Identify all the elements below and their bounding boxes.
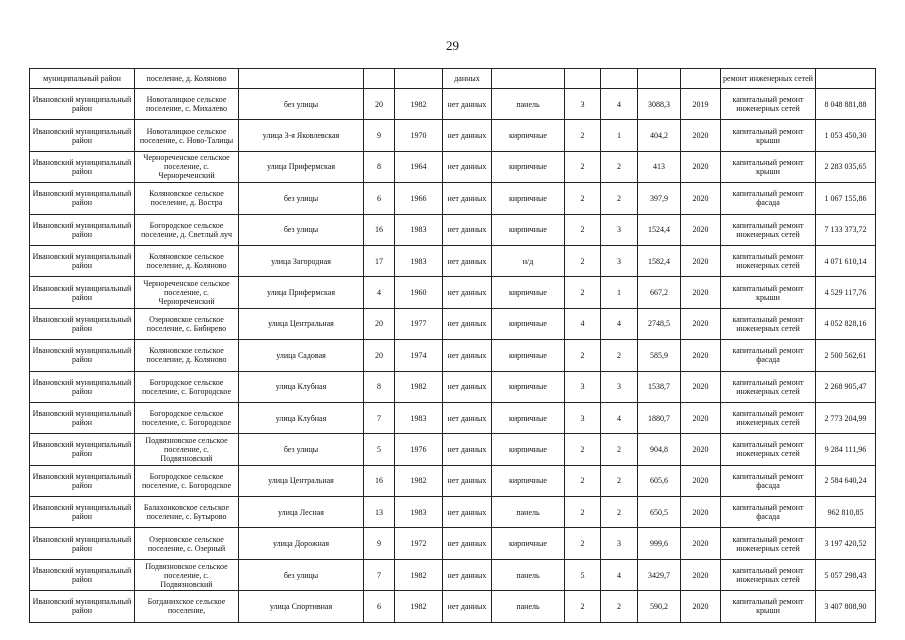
cell-district: Ивановский муниципальный район — [30, 151, 135, 182]
cell-floors: 2 — [565, 465, 601, 496]
cell-house-number: 6 — [364, 183, 395, 214]
cell-settlement: Богородское сельское поселение, с. Богородское — [135, 465, 239, 496]
cell-area: 667,2 — [638, 277, 681, 308]
cell-district: Ивановский муниципальный район — [30, 371, 135, 402]
cell-work-type: капитальный ремонт инженерных сетей — [721, 434, 816, 465]
cell-area: 3429,7 — [638, 559, 681, 590]
cell-work-type: капитальный ремонт фасада — [721, 465, 816, 496]
cell-street: улица Спортивная — [239, 591, 364, 622]
cell-floors: 2 — [565, 340, 601, 371]
cell-year-commissioned: нет данных — [443, 340, 492, 371]
cell-year-built: 1983 — [395, 245, 443, 276]
cell-area: 1582,4 — [638, 245, 681, 276]
cell-floors: 2 — [565, 183, 601, 214]
table-row — [30, 371, 876, 402]
cell-settlement: Богородское сельское поселение, с. Богородское — [135, 402, 239, 433]
cell-settlement: Коляновское сельское поселение, д. Коляново — [135, 245, 239, 276]
cell-house-number: 13 — [364, 497, 395, 528]
cell-entrances: 3 — [601, 214, 638, 245]
cell-wall-material: кирпичные — [492, 402, 565, 433]
cell-cost: 2 268 905,47 — [816, 371, 876, 402]
cell-work-type: капитальный ремонт инженерных сетей — [721, 308, 816, 339]
cell-street: улица Центральная — [239, 465, 364, 496]
cell-settlement: Чернореченское сельское поселение, с. Чернореченский — [135, 151, 239, 182]
table-row — [30, 120, 876, 151]
cell-wall-material: кирпичные — [492, 465, 565, 496]
cell-year: 2020 — [681, 151, 721, 182]
cell-area: 1524,4 — [638, 214, 681, 245]
cell-year-commissioned: нет данных — [443, 89, 492, 120]
cell-settlement: Озерновское сельское поселение, с. Бибирево — [135, 308, 239, 339]
cell-area: 2748,5 — [638, 308, 681, 339]
cell-work-type: капитальный ремонт инженерных сетей — [721, 559, 816, 590]
cell-area: 585,9 — [638, 340, 681, 371]
cell-entrances: 1 — [601, 120, 638, 151]
cell-entrances: 2 — [601, 340, 638, 371]
cell-district: Ивановский муниципальный район — [30, 308, 135, 339]
cell-cost — [816, 69, 876, 89]
cell-wall-material: кирпичные — [492, 528, 565, 559]
cell-year-built: 1983 — [395, 214, 443, 245]
cell-house-number: 4 — [364, 277, 395, 308]
cell-entrances: 3 — [601, 245, 638, 276]
cell-year: 2020 — [681, 402, 721, 433]
table-row — [30, 245, 876, 276]
cell-house-number — [364, 69, 395, 89]
cell-cost: 962 810,85 — [816, 497, 876, 528]
table-row — [30, 277, 876, 308]
cell-work-type: капитальный ремонт инженерных сетей — [721, 245, 816, 276]
cell-wall-material: кирпичные — [492, 151, 565, 182]
cell-work-type: капитальный ремонт фасада — [721, 340, 816, 371]
cell-entrances: 2 — [601, 497, 638, 528]
cell-district: Ивановский муниципальный район — [30, 245, 135, 276]
cell-year-built: 1982 — [395, 591, 443, 622]
cell-entrances: 4 — [601, 308, 638, 339]
cell-area: 1880,7 — [638, 402, 681, 433]
cell-year-built: 1974 — [395, 340, 443, 371]
cell-entrances: 2 — [601, 434, 638, 465]
cell-entrances: 3 — [601, 371, 638, 402]
cell-year-commissioned: нет данных — [443, 434, 492, 465]
cell-street: улица Прифермская — [239, 151, 364, 182]
table-body — [30, 69, 876, 623]
cell-work-type: капитальный ремонт крыши — [721, 151, 816, 182]
cell-street: улица Клубная — [239, 402, 364, 433]
cell-house-number: 7 — [364, 402, 395, 433]
cell-entrances: 2 — [601, 465, 638, 496]
cell-cost: 1 053 450,30 — [816, 120, 876, 151]
table-row — [30, 465, 876, 496]
cell-year-commissioned: данных — [443, 69, 492, 89]
cell-cost: 7 133 373,72 — [816, 214, 876, 245]
cell-year-built: 1970 — [395, 120, 443, 151]
cell-settlement: Богородское сельское поселение, д. Светлый луч — [135, 214, 239, 245]
cell-floors: 2 — [565, 434, 601, 465]
cell-wall-material: кирпичные — [492, 214, 565, 245]
cell-district: Ивановский муниципальный район — [30, 183, 135, 214]
cell-house-number: 17 — [364, 245, 395, 276]
cell-year-commissioned: нет данных — [443, 120, 492, 151]
cell-floors: 2 — [565, 591, 601, 622]
cell-year-commissioned: нет данных — [443, 308, 492, 339]
cell-district: Ивановский муниципальный район — [30, 559, 135, 590]
cell-floors — [565, 69, 601, 89]
cell-year: 2020 — [681, 120, 721, 151]
cell-year-commissioned: нет данных — [443, 277, 492, 308]
cell-street: улица Центральная — [239, 308, 364, 339]
cell-year-commissioned: нет данных — [443, 151, 492, 182]
cell-work-type: капитальный ремонт фасада — [721, 183, 816, 214]
cell-work-type: капитальный ремонт инженерных сетей — [721, 402, 816, 433]
cell-work-type: капитальный ремонт инженерных сетей — [721, 214, 816, 245]
cell-wall-material — [492, 69, 565, 89]
cell-house-number: 20 — [364, 340, 395, 371]
cell-year-built: 1972 — [395, 528, 443, 559]
cell-entrances: 2 — [601, 183, 638, 214]
cell-year: 2020 — [681, 591, 721, 622]
cell-cost: 1 067 155,86 — [816, 183, 876, 214]
cell-district: Ивановский муниципальный район — [30, 340, 135, 371]
cell-cost: 9 284 111,96 — [816, 434, 876, 465]
cell-work-type: капитальный ремонт крыши — [721, 277, 816, 308]
cell-entrances: 4 — [601, 559, 638, 590]
cell-entrances: 2 — [601, 591, 638, 622]
table-row — [30, 497, 876, 528]
page-number: 29 — [446, 38, 459, 53]
cell-year-built: 1960 — [395, 277, 443, 308]
cell-street: улица Дорожная — [239, 528, 364, 559]
cell-district: Ивановский муниципальный район — [30, 89, 135, 120]
cell-street: улица Лесная — [239, 497, 364, 528]
cell-street: без улицы — [239, 89, 364, 120]
cell-floors: 2 — [565, 214, 601, 245]
cell-year: 2020 — [681, 528, 721, 559]
cell-cost: 5 057 298,43 — [816, 559, 876, 590]
cell-entrances — [601, 69, 638, 89]
cell-year: 2020 — [681, 497, 721, 528]
cell-area: 605,6 — [638, 465, 681, 496]
cell-street — [239, 69, 364, 89]
table-row — [30, 69, 876, 89]
cell-district: Ивановский муниципальный район — [30, 465, 135, 496]
cell-house-number: 7 — [364, 559, 395, 590]
cell-wall-material: кирпичные — [492, 183, 565, 214]
cell-street: улица Клубная — [239, 371, 364, 402]
cell-house-number: 20 — [364, 89, 395, 120]
cell-floors: 3 — [565, 89, 601, 120]
cell-cost: 2 773 204,99 — [816, 402, 876, 433]
cell-district: Ивановский муниципальный район — [30, 497, 135, 528]
cell-house-number: 6 — [364, 591, 395, 622]
cell-year-commissioned: нет данных — [443, 528, 492, 559]
cell-house-number: 16 — [364, 214, 395, 245]
cell-year-built: 1982 — [395, 89, 443, 120]
cell-cost: 2 584 640,24 — [816, 465, 876, 496]
cell-house-number: 9 — [364, 528, 395, 559]
cell-floors: 2 — [565, 151, 601, 182]
cell-entrances: 4 — [601, 89, 638, 120]
cell-area: 1538,7 — [638, 371, 681, 402]
cell-settlement: Коляновское сельское поселение, д. Востра — [135, 183, 239, 214]
cell-year: 2020 — [681, 465, 721, 496]
cell-year: 2020 — [681, 371, 721, 402]
cell-year-built: 1964 — [395, 151, 443, 182]
cell-cost: 4 071 610,14 — [816, 245, 876, 276]
cell-settlement: Чернореченское сельское поселение, с. Чернореченский — [135, 277, 239, 308]
cell-floors: 2 — [565, 528, 601, 559]
cell-year-commissioned: нет данных — [443, 245, 492, 276]
cell-year: 2020 — [681, 559, 721, 590]
cell-year: 2020 — [681, 340, 721, 371]
cell-floors: 3 — [565, 402, 601, 433]
cell-area: 590,2 — [638, 591, 681, 622]
cell-year-commissioned: нет данных — [443, 559, 492, 590]
cell-floors: 2 — [565, 120, 601, 151]
cell-wall-material: кирпичные — [492, 277, 565, 308]
cell-area: 650,5 — [638, 497, 681, 528]
cell-settlement: Балахонковское сельское поселение, с. Бутырово — [135, 497, 239, 528]
cell-entrances: 3 — [601, 528, 638, 559]
cell-floors: 4 — [565, 308, 601, 339]
cell-year-built: 1983 — [395, 497, 443, 528]
cell-year: 2020 — [681, 277, 721, 308]
cell-wall-material: н/д — [492, 245, 565, 276]
cell-year: 2019 — [681, 89, 721, 120]
cell-work-type: ремонт инженерных сетей — [721, 69, 816, 89]
cell-year-commissioned: нет данных — [443, 214, 492, 245]
repair-program-table — [29, 68, 876, 623]
cell-district: Ивановский муниципальный район — [30, 434, 135, 465]
table-row — [30, 402, 876, 433]
cell-district: Ивановский муниципальный район — [30, 528, 135, 559]
cell-settlement: Подвязновское сельское поселение, с. Подвязновский — [135, 559, 239, 590]
cell-district: Ивановский муниципальный район — [30, 277, 135, 308]
cell-year-built: 1982 — [395, 371, 443, 402]
table-row — [30, 308, 876, 339]
cell-entrances: 4 — [601, 402, 638, 433]
cell-year: 2020 — [681, 434, 721, 465]
cell-house-number: 16 — [364, 465, 395, 496]
cell-settlement: Богданихское сельское поселение, — [135, 591, 239, 622]
cell-year-built: 1976 — [395, 434, 443, 465]
cell-work-type: капитальный ремонт крыши — [721, 591, 816, 622]
table-row — [30, 528, 876, 559]
cell-wall-material: кирпичные — [492, 371, 565, 402]
cell-area: 904,8 — [638, 434, 681, 465]
cell-year-built — [395, 69, 443, 89]
cell-wall-material: панель — [492, 591, 565, 622]
cell-cost: 3 407 808,90 — [816, 591, 876, 622]
cell-district: Ивановский муниципальный район — [30, 214, 135, 245]
cell-cost: 3 197 420,52 — [816, 528, 876, 559]
cell-settlement: Новоталицкое сельское поселение, с. Ново-Талицы — [135, 120, 239, 151]
cell-street: улица 3-я Яковлевская — [239, 120, 364, 151]
cell-work-type: капитальный ремонт инженерных сетей — [721, 371, 816, 402]
cell-settlement: Озерновское сельское поселение, с. Озерный — [135, 528, 239, 559]
cell-floors: 2 — [565, 245, 601, 276]
cell-street: улица Загородная — [239, 245, 364, 276]
cell-floors: 5 — [565, 559, 601, 590]
cell-district: Ивановский муниципальный район — [30, 402, 135, 433]
table-row — [30, 434, 876, 465]
table-row — [30, 340, 876, 371]
cell-entrances: 1 — [601, 277, 638, 308]
cell-year-built: 1966 — [395, 183, 443, 214]
cell-work-type: капитальный ремонт инженерных сетей — [721, 528, 816, 559]
cell-house-number: 9 — [364, 120, 395, 151]
cell-year: 2020 — [681, 308, 721, 339]
cell-house-number: 20 — [364, 308, 395, 339]
table-row — [30, 214, 876, 245]
cell-area: 3088,3 — [638, 89, 681, 120]
cell-settlement: Коляновское сельское поселение, д. Коляново — [135, 340, 239, 371]
table-row — [30, 183, 876, 214]
cell-settlement: Новоталицкое сельское поселение, с. Михалево — [135, 89, 239, 120]
cell-wall-material: кирпичные — [492, 434, 565, 465]
cell-house-number: 8 — [364, 371, 395, 402]
cell-floors: 2 — [565, 497, 601, 528]
table-row — [30, 559, 876, 590]
cell-year-built: 1977 — [395, 308, 443, 339]
cell-house-number: 5 — [364, 434, 395, 465]
cell-wall-material: кирпичные — [492, 120, 565, 151]
cell-area: 404,2 — [638, 120, 681, 151]
cell-cost: 4 052 828,16 — [816, 308, 876, 339]
cell-year-built: 1982 — [395, 559, 443, 590]
cell-street: без улицы — [239, 559, 364, 590]
cell-year-commissioned: нет данных — [443, 371, 492, 402]
cell-year: 2020 — [681, 245, 721, 276]
cell-street: улица Садовая — [239, 340, 364, 371]
cell-year-commissioned: нет данных — [443, 591, 492, 622]
cell-street: без улицы — [239, 183, 364, 214]
cell-district: Ивановский муниципальный район — [30, 591, 135, 622]
cell-year-built: 1983 — [395, 402, 443, 433]
cell-wall-material: кирпичные — [492, 308, 565, 339]
cell-cost: 2 500 562,61 — [816, 340, 876, 371]
cell-street: без улицы — [239, 214, 364, 245]
cell-cost: 4 529 117,76 — [816, 277, 876, 308]
cell-year-commissioned: нет данных — [443, 183, 492, 214]
cell-area: 413 — [638, 151, 681, 182]
cell-entrances: 2 — [601, 151, 638, 182]
table-row — [30, 151, 876, 182]
table-row — [30, 89, 876, 120]
cell-floors: 2 — [565, 277, 601, 308]
cell-settlement: Подвязновское сельское поселение, с. Подвязновский — [135, 434, 239, 465]
cell-year: 2020 — [681, 183, 721, 214]
cell-work-type: капитальный ремонт инженерных сетей — [721, 89, 816, 120]
cell-district: Ивановский муниципальный район — [30, 120, 135, 151]
cell-house-number: 8 — [364, 151, 395, 182]
cell-year-commissioned: нет данных — [443, 465, 492, 496]
cell-settlement: Богородское сельское поселение, с. Богородское — [135, 371, 239, 402]
cell-wall-material: панель — [492, 497, 565, 528]
cell-year: 2020 — [681, 214, 721, 245]
cell-cost: 8 048 881,88 — [816, 89, 876, 120]
cell-year-built: 1982 — [395, 465, 443, 496]
cell-area — [638, 69, 681, 89]
cell-wall-material: панель — [492, 559, 565, 590]
cell-year-commissioned: нет данных — [443, 497, 492, 528]
cell-street: без улицы — [239, 434, 364, 465]
cell-street: улица Прифермская — [239, 277, 364, 308]
table-row — [30, 591, 876, 622]
cell-year — [681, 69, 721, 89]
cell-work-type: капитальный ремонт крыши — [721, 120, 816, 151]
cell-cost: 2 283 035,65 — [816, 151, 876, 182]
cell-area: 397,9 — [638, 183, 681, 214]
cell-settlement: поселение, д. Коляново — [135, 69, 239, 89]
cell-year-commissioned: нет данных — [443, 402, 492, 433]
cell-wall-material: панель — [492, 89, 565, 120]
cell-work-type: капитальный ремонт фасада — [721, 497, 816, 528]
cell-wall-material: кирпичные — [492, 340, 565, 371]
cell-floors: 3 — [565, 371, 601, 402]
cell-area: 999,6 — [638, 528, 681, 559]
cell-district: муниципальный район — [30, 69, 135, 89]
